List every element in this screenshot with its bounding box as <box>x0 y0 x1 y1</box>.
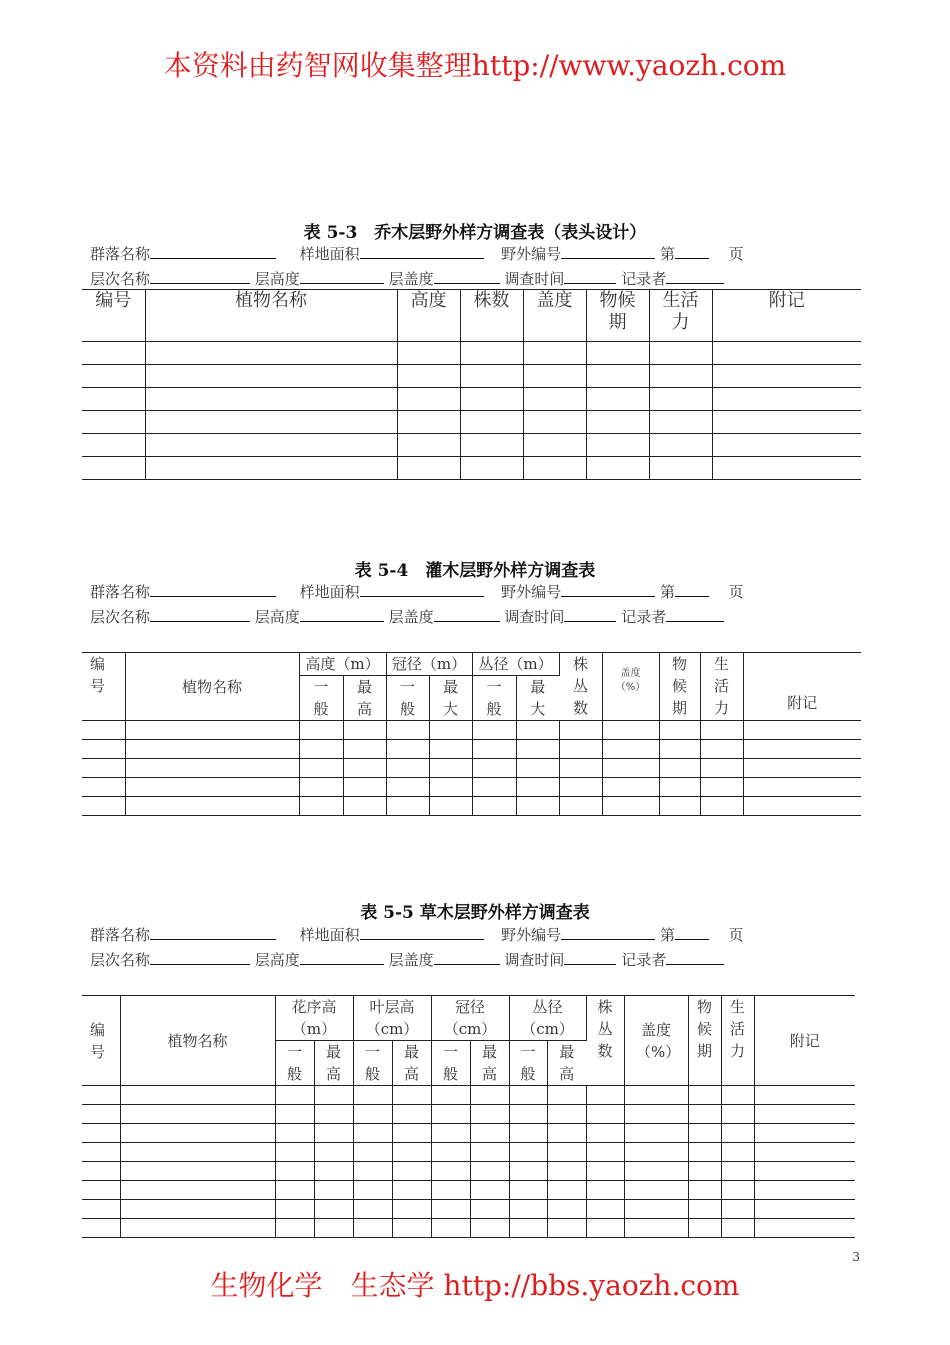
col-header-no: 编号 <box>82 996 120 1086</box>
community-label: 群落名称 <box>90 583 151 601</box>
table-row <box>82 759 861 778</box>
table-row <box>82 1143 855 1162</box>
sub-clump-general: 一般 <box>509 1041 547 1086</box>
table-row <box>82 1124 855 1143</box>
table-row <box>82 1105 855 1124</box>
page-suffix-label: 页 <box>728 245 744 263</box>
table-5-5 <box>82 995 855 1238</box>
table-row <box>82 778 861 797</box>
banner-top: 本资料由药智网收集整理http://www.yaozh.com <box>163 49 787 82</box>
col-header-cover: 盖度（%） <box>602 653 659 721</box>
survey-time-label: 调查时间 <box>504 270 565 288</box>
col-header-height: 高度（m） <box>299 653 386 676</box>
page-suffix-label: 页 <box>728 926 744 944</box>
plot-area-label: 样地面积 <box>299 245 360 263</box>
header-row <box>82 996 855 1041</box>
table-row <box>82 411 861 434</box>
col-header-flower: 花序高（m） <box>275 996 353 1041</box>
sub-leaf-general: 一般 <box>353 1041 392 1086</box>
col-header-clump: 丛径（cm） <box>509 996 586 1041</box>
col-header-name: 植物名称 <box>125 653 299 721</box>
info-row-1 <box>90 581 744 602</box>
col-header-name: 植物名称 <box>120 996 275 1086</box>
sub-crown-max: 最大 <box>429 676 472 721</box>
col-header-no: 编号 <box>82 290 145 342</box>
col-header-height: 高度 <box>397 290 460 342</box>
field-no-label: 野外编号 <box>501 583 562 601</box>
table-5-3 <box>82 289 861 480</box>
col-header-cover: 盖度 <box>523 290 586 342</box>
col-header-phenology: 物候期 <box>688 996 721 1086</box>
col-header-phenology: 物候期 <box>586 290 649 342</box>
info-row-2 <box>90 949 724 970</box>
sub-height-max: 最高 <box>343 676 386 721</box>
page-prefix-label: 第 <box>659 245 675 263</box>
banner-bottom: 生物化学 生态学 http://bbs.yaozh.com <box>210 1269 740 1302</box>
page-suffix-label: 页 <box>728 583 744 601</box>
col-header-vitality: 生活力 <box>721 996 754 1086</box>
sub-crown-general: 一般 <box>386 676 429 721</box>
table-row <box>82 434 861 457</box>
recorder-label: 记录者 <box>621 608 667 626</box>
layer-height-label: 层高度 <box>254 951 300 969</box>
header-row <box>82 653 861 676</box>
table-row <box>82 797 861 816</box>
page-number: 3 <box>852 1250 860 1264</box>
layer-height-label: 层高度 <box>254 270 300 288</box>
sub-leaf-max: 最高 <box>392 1041 431 1086</box>
table-row <box>82 1219 855 1238</box>
col-header-vitality: 生活力 <box>649 290 712 342</box>
plot-area-label: 样地面积 <box>299 583 360 601</box>
sub-height-general: 一般 <box>299 676 343 721</box>
field-no-label: 野外编号 <box>501 245 562 263</box>
col-header-crown: 冠径（m） <box>386 653 472 676</box>
col-header-note: 附记 <box>754 996 855 1086</box>
sub-flower-max: 最高 <box>314 1041 353 1086</box>
header-row <box>82 290 861 342</box>
table-5-3-title: 表 5-3 乔木层野外样方调查表（表头设计） <box>303 223 647 243</box>
survey-time-label: 调查时间 <box>504 608 565 626</box>
community-label: 群落名称 <box>90 245 151 263</box>
info-row-1 <box>90 924 744 945</box>
community-label: 群落名称 <box>90 926 151 944</box>
field-no-label: 野外编号 <box>501 926 562 944</box>
table-row <box>82 721 861 740</box>
col-header-clump: 丛径（m） <box>472 653 559 676</box>
recorder-label: 记录者 <box>621 270 667 288</box>
plot-area-label: 样地面积 <box>299 926 360 944</box>
table-row <box>82 365 861 388</box>
table-row <box>82 342 861 365</box>
sub-crown-max: 最高 <box>470 1041 509 1086</box>
table-row <box>82 1086 855 1105</box>
sub-clump-max: 最高 <box>547 1041 586 1086</box>
layer-height-label: 层高度 <box>254 608 300 626</box>
table-row <box>82 388 861 411</box>
col-header-stems: 株丛数 <box>586 996 624 1086</box>
sub-crown-general: 一般 <box>431 1041 470 1086</box>
layer-name-label: 层次名称 <box>90 951 151 969</box>
table-row <box>82 740 861 759</box>
table-row <box>82 1162 855 1181</box>
col-header-no: 编号 <box>82 653 125 721</box>
col-header-leaf: 叶层高（cm） <box>353 996 431 1041</box>
sub-flower-general: 一般 <box>275 1041 314 1086</box>
info-row-1 <box>90 243 744 264</box>
col-header-phenology: 物候期 <box>659 653 700 721</box>
sub-clump-max: 最大 <box>516 676 559 721</box>
table-5-4 <box>82 652 861 816</box>
survey-time-label: 调查时间 <box>504 951 565 969</box>
table-row <box>82 1200 855 1219</box>
table-5-4-title: 表 5-4 灌木层野外样方调查表 <box>354 561 596 581</box>
col-header-stems: 株丛数 <box>559 653 602 721</box>
col-header-name: 植物名称 <box>145 290 397 342</box>
info-row-2 <box>90 268 724 289</box>
sub-clump-general: 一般 <box>472 676 516 721</box>
layer-name-label: 层次名称 <box>90 608 151 626</box>
table-row <box>82 1181 855 1200</box>
layer-name-label: 层次名称 <box>90 270 151 288</box>
recorder-label: 记录者 <box>621 951 667 969</box>
col-header-vitality: 生活力 <box>700 653 743 721</box>
table-5-5-title: 表 5-5 草木层野外样方调查表 <box>360 903 590 923</box>
col-header-note: 附记 <box>712 290 861 342</box>
col-header-crown: 冠径（cm） <box>431 996 509 1041</box>
layer-cover-label: 层盖度 <box>388 951 434 969</box>
page-prefix-label: 第 <box>659 926 675 944</box>
table-row <box>82 457 861 480</box>
layer-cover-label: 层盖度 <box>388 270 434 288</box>
col-header-cover: 盖度（%） <box>624 996 688 1086</box>
layer-cover-label: 层盖度 <box>388 608 434 626</box>
info-row-2 <box>90 606 724 627</box>
col-header-count: 株数 <box>460 290 523 342</box>
page-prefix-label: 第 <box>659 583 675 601</box>
col-header-note: 附记 <box>743 653 861 721</box>
